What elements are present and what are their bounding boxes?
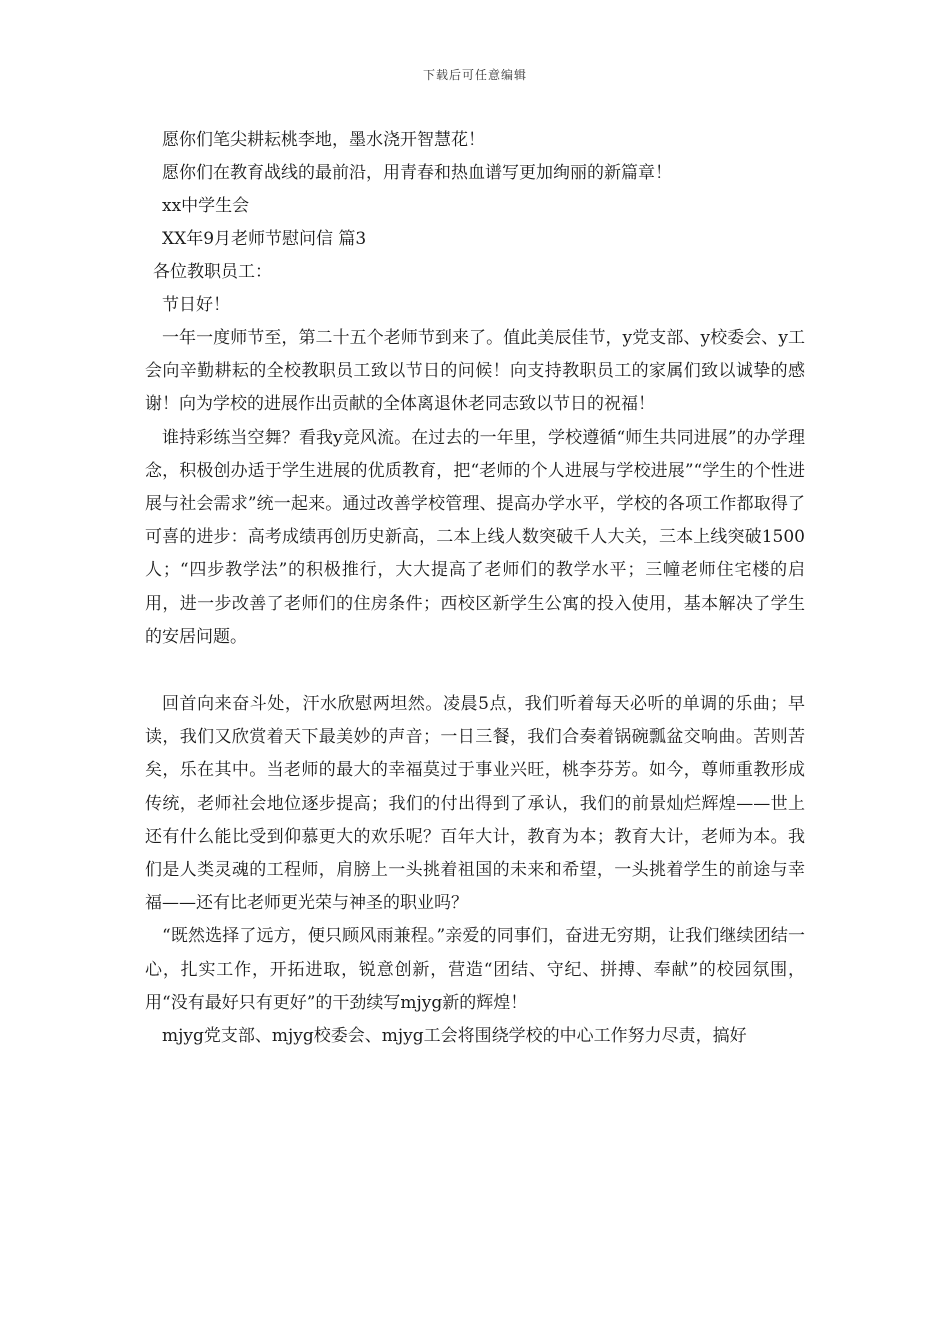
paragraph-1: 一年一度师节至，第二十五个老师节到来了。值此美辰佳节，y党支部、y校委会、y工会向辛勤耕耘的全校教职员工致以节日的问候！向支持教职员工的家属们致以诚挚的感谢！向为学校的进展作出贡献的全体离退休老同志致以节日的祝福！: [145, 328, 805, 415]
wish-line-1: 愿你们笔尖耕耘桃李地，墨水浇开智慧花！: [162, 130, 485, 150]
wish-line-2: 愿你们在教育战线的最前沿，用青春和热血谱写更加绚丽的新篇章！: [162, 163, 672, 183]
paragraph-3: 回首向来奋斗处，汗水欣慰两坦然。凌晨5点，我们听着每天必听的单调的乐曲；早读，我们又欣赏着天下最美妙的声音；一日三餐，我们合奏着锅碗瓢盆交响曲。苦则苦矣，乐在其中。当老师的最大的幸福莫过于事业兴旺，桃李芬芳。如今，尊师重教形成传统，老师社会地位逐步提高；我们的付出得到了承认，我们的前景灿烂辉煌——世上还有什么能比受到仰慕更大的欢乐呢？百年大计，教育为本；教育大计，老师为本。我们是人类灵魂的工程师，肩膀上一头挑着祖国的未来和希望，一头挑着学生的前途与幸福——还有比老师更光荣与神圣的职业吗？: [145, 694, 805, 914]
salutation: 各位教职员工：: [153, 262, 272, 282]
holiday-greeting: 节日好！: [162, 295, 230, 315]
paragraph-2: 谁持彩练当空舞？看我y竞风流。在过去的一年里，学校遵循“师生共同进展”的办学理念，积极创办适于学生进展的优质教育，把“老师的个人进展与学校进展”“学生的个性进展与社会需求”统一起来。通过改善学校管理、提高办学水平，学校的各项工作都取得了可喜的进步：高考成绩再创历史新高，二本上线人数突破千人大关，三本上线突破1500人；“四步教学法”的积极推行，大大提高了老师们的教学水平；三幢老师住宅楼的启用，进一步改善了老师们的住房条件；西校区新学生公寓的投入使用，基本解决了学生的安居问题。: [145, 427, 805, 647]
paragraph-spacer: [145, 654, 805, 688]
paragraph-5: mjyg党支部、mjyg校委会、mjyg工会将围绕学校的中心工作努力尽责，搞好: [162, 1026, 747, 1047]
letter-body: [145, 124, 805, 1053]
page-header-note: 下载后可任意编辑: [422, 68, 527, 82]
paragraph-4: “既然选择了远方，便只顾风雨兼程。”亲爱的同事们，奋进无穷期，让我们继续团结一心，扎实工作，开拓进取，锐意创新，营造“团结、守纪、拼搏、奉献”的校园氛围，用“没有最好只有更好”的干劲续写mjyg新的辉煌！: [145, 926, 805, 1013]
letter-title: XX年9月老师节慰问信 篇3: [162, 229, 367, 249]
signature: xx中学生会: [162, 196, 250, 216]
